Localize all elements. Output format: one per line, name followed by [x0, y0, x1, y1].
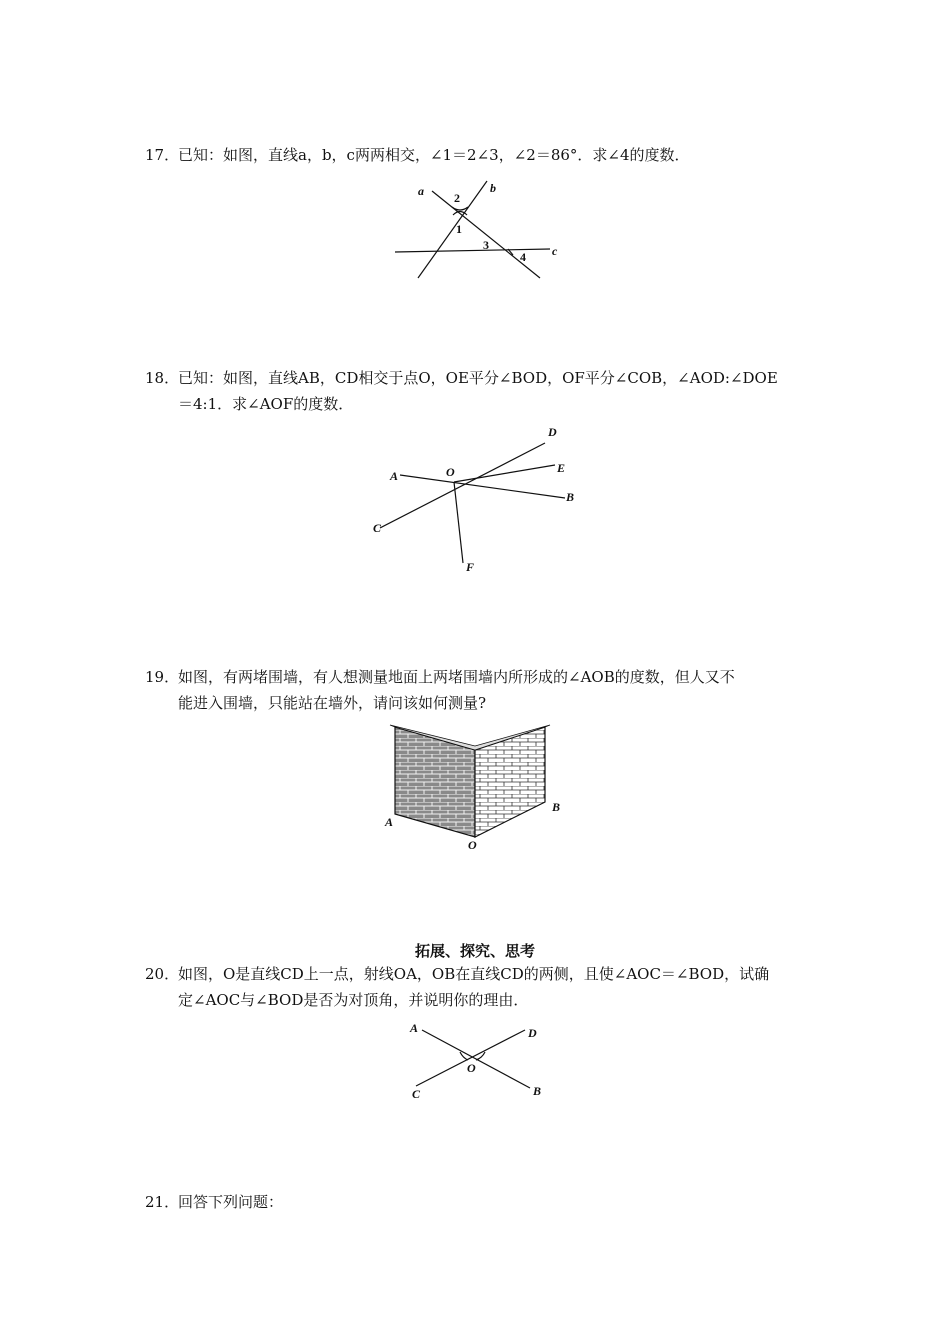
label-A: A: [390, 469, 399, 483]
figure-20-vertical-angles: [400, 1018, 560, 1108]
question-text-line2: ＝4:1．求∠AOF的度数．: [178, 395, 354, 413]
question-21: [145, 1189, 815, 1215]
label-1: 1: [456, 222, 462, 236]
label-A: A: [410, 1021, 419, 1035]
label-C: C: [373, 521, 382, 535]
section-title: 拓展、探究、思考: [414, 942, 535, 960]
label-B: B: [566, 490, 575, 504]
label-E: E: [557, 461, 566, 475]
question-17: [145, 142, 815, 168]
label-F: F: [466, 560, 475, 574]
label-4: 4: [520, 250, 526, 264]
label-B: B: [533, 1084, 542, 1098]
label-A: A: [385, 815, 394, 829]
label-O: O: [467, 1061, 476, 1075]
label-2: 2: [454, 191, 460, 205]
figure-17-intersecting-lines: [390, 175, 560, 285]
question-text: 回答下列问题：: [178, 1193, 284, 1211]
label-O: O: [468, 838, 477, 852]
question-number: 20．: [145, 965, 180, 983]
label-3: 3: [483, 238, 489, 252]
question-text-line1: 如图，有两堵围墙，有人想测量地面上两堵围墙内所形成的∠AOB的度数，但人又不: [178, 668, 735, 686]
question-number: 19．: [145, 668, 180, 686]
question-text-line2: 能进入围墙，只能站在墙外，请问该如何测量?: [178, 694, 487, 712]
question-text: 已知：如图，直线a，b，c两两相交，∠1＝2∠3，∠2＝86°．求∠4的度数．: [178, 146, 690, 164]
question-20: [145, 961, 815, 1013]
label-O: O: [446, 465, 455, 479]
figure-19-brick-walls: [380, 722, 580, 857]
question-text-line1: 如图，O是直线CD上一点，射线OA，OB在直线CD的两侧，且使∠AOC＝∠BOD，试确: [178, 965, 770, 983]
label-c: c: [552, 244, 558, 258]
label-b: b: [490, 181, 496, 195]
figure-18-angle-bisectors: [370, 420, 590, 580]
question-number: 18．: [145, 369, 180, 387]
question-text-line2: 定∠AOC与∠BOD是否为对顶角，并说明你的理由．: [178, 991, 529, 1009]
question-number: 21．: [145, 1193, 180, 1211]
question-text-line1: 已知：如图，直线AB，CD相交于点O，OE平分∠BOD，OF平分∠COB，∠AOD:∠DOE: [178, 369, 778, 387]
question-19: [145, 664, 815, 716]
label-B: B: [552, 800, 561, 814]
question-18: [145, 365, 815, 417]
label-D: D: [548, 425, 557, 439]
label-D: D: [528, 1026, 537, 1040]
label-C: C: [412, 1087, 421, 1101]
question-number: 17．: [145, 146, 180, 164]
label-a: a: [418, 184, 424, 198]
